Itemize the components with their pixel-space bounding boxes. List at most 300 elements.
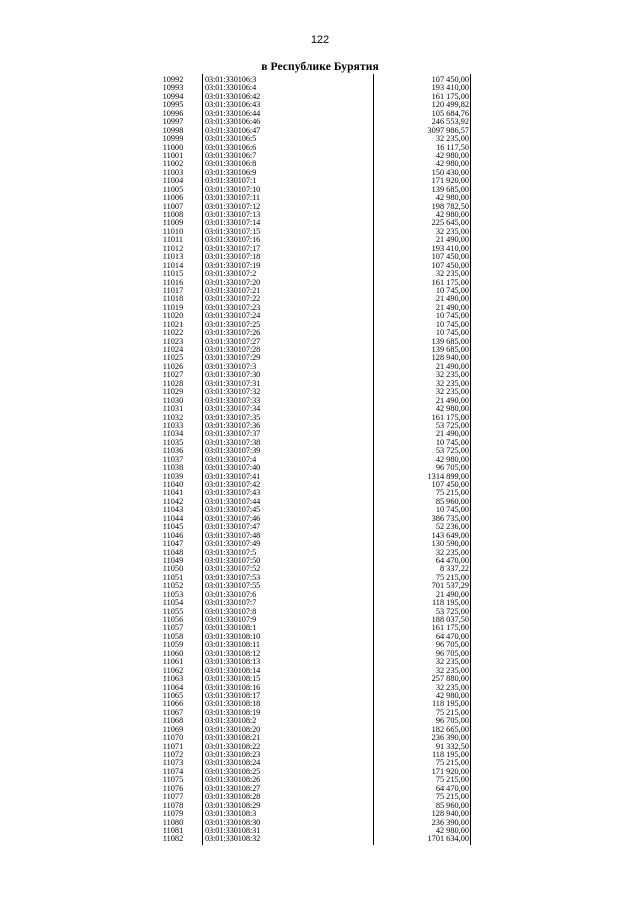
amount: 64 470,00 [435,631,469,641]
amount: 107 450,00 [431,480,469,489]
table-row [149,768,471,776]
cadastral-number: 03:01:330107:8 [205,606,257,616]
cadastral-number: 03:01:330106:5 [205,134,257,144]
table-row [149,591,471,599]
cadastral-number: 03:01:330108:3 [205,809,257,819]
amount: 53 725,00 [435,420,469,430]
row-number: 10995 [162,100,184,110]
amount: 91 332,50 [435,741,469,751]
amount: 246 553,92 [431,117,469,127]
cadastral-number: 03:01:330108:31 [205,825,261,835]
table-row [149,447,471,455]
amount: 10 745,00 [435,311,469,321]
row-number: 11001 [162,150,184,160]
row-number: 11014 [162,260,184,270]
amount: 75 215,00 [435,775,469,785]
amount: 107 450,00 [431,252,469,262]
amount: 32 235,00 [435,370,469,380]
cadastral-number: 03:01:330107:36 [205,420,261,430]
cadastral-number: 03:01:330108:24 [205,758,261,768]
table-row [149,101,471,109]
table-row [149,76,471,84]
cadastral-number: 03:01:330107:9 [205,615,257,624]
amount: 198 782,50 [431,201,469,211]
row-number: 11006 [162,193,184,203]
cadastral-table [149,74,471,845]
row-number: 11073 [162,758,184,768]
cadastral-number: 03:01:330107:50 [205,555,261,565]
table-row [149,380,471,388]
cadastral-number: 03:01:330107:16 [205,235,261,245]
cadastral-number: 03:01:330107:21 [205,285,261,295]
table-row [149,405,471,413]
row-number: 11060 [162,648,184,658]
amount: 32 235,00 [435,226,469,236]
amount: 75 215,00 [435,572,469,582]
row-number: 11010 [162,226,184,236]
cadastral-number: 03:01:330107:2 [205,269,257,279]
table-row [149,321,471,329]
row-number: 11008 [162,210,184,219]
row-number: 11036 [162,446,184,456]
amount: 96 705,00 [435,640,469,650]
cadastral-number: 03:01:330106:4 [205,83,257,93]
cadastral-number: 03:01:330108:30 [205,817,261,827]
row-number: 11012 [162,243,184,253]
amount: 10 745,00 [435,328,469,338]
cadastral-number: 03:01:330107:43 [205,488,261,498]
cadastral-number: 03:01:330106:3 [205,75,257,84]
cadastral-number: 03:01:330107:32 [205,387,261,397]
cadastral-number: 03:01:330106:47 [205,125,261,135]
row-number: 11019 [162,302,184,312]
table-body [149,76,471,844]
amount: 701 537,29 [431,581,469,591]
amount: 64 470,00 [435,783,469,793]
row-number: 11074 [162,766,184,776]
amount: 161 175,00 [431,412,469,422]
row-number: 11051 [162,572,184,582]
row-number: 11007 [162,201,184,211]
row-number: 11077 [162,792,184,802]
amount: 139 685,00 [431,184,469,194]
amount: 3097 986,57 [427,125,469,135]
cadastral-number: 03:01:330106:46 [205,117,261,127]
row-number: 11032 [162,412,184,422]
row-number: 11069 [162,724,184,734]
table-row [149,489,471,497]
cadastral-number: 03:01:330107:55 [205,581,261,591]
cadastral-number: 03:01:330107:49 [205,539,261,549]
amount: 42 980,00 [435,454,469,464]
table-row [149,338,471,346]
table-row [149,262,471,270]
amount: 21 490,00 [435,302,469,312]
row-number: 11070 [162,733,184,743]
row-number: 11057 [162,623,184,633]
amount: 188 037,50 [431,615,469,624]
amount: 118 195,00 [431,750,469,759]
table-row [149,700,471,708]
row-number: 11011 [162,235,184,245]
table-row [149,523,471,531]
table-row [149,819,471,827]
table-row [149,388,471,396]
cadastral-number: 03:01:330108:14 [205,665,261,675]
row-number: 10999 [162,134,184,144]
amount: 21 490,00 [435,235,469,245]
cadastral-number: 03:01:330107:37 [205,429,261,439]
row-number: 11042 [162,496,184,506]
row-number: 11078 [162,800,184,810]
table-row [149,624,471,632]
cadastral-number: 03:01:330107:12 [205,201,261,211]
table-row [149,236,471,244]
row-number: 11076 [162,783,184,793]
table-row [149,658,471,666]
row-number: 11020 [162,311,184,321]
row-number: 11045 [162,522,184,532]
amount: 128 940,00 [431,809,469,819]
table-row [149,751,471,759]
table-row [149,186,471,194]
amount: 32 235,00 [435,657,469,667]
cadastral-number: 03:01:330108:16 [205,682,261,692]
table-row [149,160,471,168]
row-number: 11002 [162,159,184,169]
amount: 10 745,00 [435,505,469,515]
table-row [149,802,471,810]
table-row [149,245,471,253]
row-number: 11053 [162,589,184,599]
row-number: 11080 [162,817,184,827]
cadastral-number: 03:01:330107:31 [205,378,261,388]
cadastral-number: 03:01:330106:43 [205,100,261,110]
amount: 193 410,00 [431,83,469,93]
row-number: 11081 [162,825,184,835]
table-row [149,734,471,742]
row-number: 11055 [162,606,184,616]
cadastral-number: 03:01:330108:21 [205,733,261,743]
amount: 105 684,76 [431,108,469,118]
amount: 42 980,00 [435,150,469,160]
cadastral-number: 03:01:330108:2 [205,716,257,726]
cadastral-number: 03:01:330108:25 [205,766,261,776]
row-number: 11063 [162,674,184,684]
table-row [149,329,471,337]
row-number: 11018 [162,294,184,304]
table-row [149,228,471,236]
cadastral-number: 03:01:330107:33 [205,395,261,405]
table-row [149,414,471,422]
amount: 182 665,00 [431,724,469,734]
row-number: 11068 [162,716,184,726]
amount: 96 705,00 [435,463,469,473]
cadastral-number: 03:01:330106:6 [205,142,257,152]
cadastral-number: 03:01:330107:1 [205,176,257,186]
region-title: в Республике Бурятия [261,61,379,73]
cadastral-number: 03:01:330107:14 [205,218,261,228]
table-row [149,540,471,548]
cadastral-number: 03:01:330107:42 [205,480,261,489]
table-row [149,667,471,675]
amount: 42 980,00 [435,825,469,835]
row-number: 11059 [162,640,184,650]
amount: 21 490,00 [435,294,469,304]
row-number: 11043 [162,505,184,515]
cadastral-number: 03:01:330108:1 [205,623,257,633]
amount: 21 490,00 [435,361,469,371]
table-row [149,557,471,565]
table-row [149,650,471,658]
amount: 52 236,00 [435,522,469,532]
table-row [149,312,471,320]
row-number: 11054 [162,598,184,608]
amount: 42 980,00 [435,193,469,203]
amount: 32 235,00 [435,547,469,557]
table-row [149,253,471,261]
row-number: 11044 [162,513,184,523]
table-row [149,194,471,202]
table-row [149,481,471,489]
table-row [149,287,471,295]
cadastral-number: 03:01:330108:27 [205,783,261,793]
row-number: 11015 [162,269,184,279]
row-number: 11031 [162,404,184,414]
row-number: 11041 [162,488,184,498]
table-row [149,110,471,118]
cadastral-number: 03:01:330107:53 [205,572,261,582]
table-row [149,616,471,624]
row-number: 11065 [162,690,184,700]
row-number: 11066 [162,699,184,709]
cadastral-number: 03:01:330108:28 [205,792,261,802]
cadastral-number: 03:01:330107:13 [205,210,261,219]
row-number: 11028 [162,378,184,388]
amount: 42 980,00 [435,210,469,219]
amount: 32 235,00 [435,269,469,279]
table-row [149,785,471,793]
row-number: 11040 [162,480,184,489]
row-number: 11050 [162,564,184,574]
table-row [149,135,471,143]
row-number: 11035 [162,437,184,447]
cadastral-number: 03:01:330106:7 [205,150,257,160]
amount: 128 940,00 [431,353,469,363]
amount: 64 470,00 [435,555,469,565]
amount: 32 235,00 [435,682,469,692]
row-number: 11000 [162,142,184,152]
cadastral-number: 03:01:330106:9 [205,167,257,177]
table-row [149,219,471,227]
cadastral-number: 03:01:330107:40 [205,463,261,473]
amount: 8 337,22 [439,564,469,574]
amount: 236 390,00 [431,817,469,827]
amount: 139 685,00 [431,345,469,354]
cadastral-number: 03:01:330107:29 [205,353,261,363]
row-number: 11052 [162,581,184,591]
row-number: 11047 [162,539,184,549]
amount: 42 980,00 [435,159,469,169]
cadastral-number: 03:01:330106:8 [205,159,257,169]
table-row [149,506,471,514]
row-number: 11005 [162,184,184,194]
row-number: 10993 [162,83,184,93]
amount: 10 745,00 [435,319,469,329]
cadastral-number: 03:01:330108:22 [205,741,261,751]
cadastral-number: 03:01:330107:27 [205,336,261,346]
table-row [149,371,471,379]
table-row [149,295,471,303]
table-row [149,827,471,835]
cadastral-number: 03:01:330107:48 [205,530,261,540]
row-number: 11027 [162,370,184,380]
table-row [149,793,471,801]
row-number: 11048 [162,547,184,557]
amount: 42 980,00 [435,404,469,414]
amount: 96 705,00 [435,716,469,726]
cadastral-number: 03:01:330108:15 [205,674,261,684]
row-number: 11067 [162,707,184,717]
table-row [149,776,471,784]
table-row [149,439,471,447]
row-number: 10994 [162,91,184,101]
cadastral-number: 03:01:330108:26 [205,775,261,785]
cadastral-number: 03:01:330107:10 [205,184,261,194]
cadastral-number: 03:01:330108:29 [205,800,261,810]
row-number: 11021 [162,319,184,329]
row-number: 11024 [162,345,184,354]
row-number: 11030 [162,395,184,405]
cadastral-number: 03:01:330107:45 [205,505,261,515]
amount: 107 450,00 [431,75,469,84]
row-number: 11029 [162,387,184,397]
cadastral-number: 03:01:330107:18 [205,252,261,262]
cadastral-number: 03:01:330107:25 [205,319,261,329]
table-row [149,515,471,523]
cadastral-number: 03:01:330107:7 [205,598,257,608]
row-number: 11004 [162,176,184,186]
amount: 236 390,00 [431,733,469,743]
amount: 120 499,82 [431,100,469,110]
amount: 21 490,00 [435,395,469,405]
table-row [149,692,471,700]
table-row [149,684,471,692]
amount: 16 117,50 [436,142,469,152]
table-row [149,641,471,649]
cadastral-number: 03:01:330107:24 [205,311,261,321]
amount: 75 215,00 [435,488,469,498]
amount: 75 215,00 [435,792,469,802]
table-row [149,169,471,177]
amount: 386 735,00 [431,513,469,523]
amount: 130 590,00 [431,539,469,549]
table-row [149,473,471,481]
row-number: 11062 [162,665,184,675]
table-row [149,599,471,607]
table-row [149,464,471,472]
row-number: 11071 [162,741,184,751]
table-row [149,211,471,219]
cadastral-number: 03:01:330108:23 [205,750,261,759]
amount: 75 215,00 [435,707,469,717]
row-number: 11058 [162,631,184,641]
amount: 161 175,00 [431,623,469,633]
row-number: 11013 [162,252,184,262]
cadastral-number: 03:01:330107:4 [205,454,257,464]
amount: 171 920,00 [431,766,469,776]
table-row [149,582,471,590]
row-number: 11061 [162,657,184,667]
table-row [149,759,471,767]
table-row [149,422,471,430]
row-number: 11072 [162,750,184,759]
table-row [149,152,471,160]
row-number: 10998 [162,125,184,135]
table-row [149,127,471,135]
cadastral-number: 03:01:330107:34 [205,404,261,414]
amount: 75 215,00 [435,758,469,768]
table-row [149,144,471,152]
table-row [149,565,471,573]
table-row [149,456,471,464]
cadastral-number: 03:01:330107:3 [205,361,257,371]
cadastral-number: 03:01:330107:35 [205,412,261,422]
row-number: 11016 [162,277,184,287]
cadastral-number: 03:01:330107:23 [205,302,261,312]
table-row [149,709,471,717]
amount: 161 175,00 [431,277,469,287]
amount: 10 745,00 [435,285,469,295]
cadastral-number: 03:01:330108:17 [205,690,261,700]
table-row [149,835,471,843]
table-row [149,532,471,540]
row-number: 11026 [162,361,184,371]
table-row [149,270,471,278]
table-row [149,430,471,438]
row-number: 11064 [162,682,184,692]
amount: 139 685,00 [431,336,469,346]
cadastral-number: 03:01:330107:26 [205,328,261,338]
amount: 96 705,00 [435,648,469,658]
page-number: 122 [310,34,330,46]
row-number: 11034 [162,429,184,439]
row-number: 11009 [162,218,184,228]
cadastral-number: 03:01:330108:12 [205,648,261,658]
amount: 107 450,00 [431,260,469,270]
cadastral-number: 03:01:330107:39 [205,446,261,456]
amount: 85 960,00 [435,496,469,506]
table-row [149,397,471,405]
table-row [149,498,471,506]
cadastral-number: 03:01:330107:28 [205,345,261,354]
cadastral-number: 03:01:330107:5 [205,547,257,557]
cadastral-number: 03:01:330107:47 [205,522,261,532]
table-row [149,743,471,751]
amount: 32 235,00 [435,134,469,144]
amount: 32 235,00 [435,378,469,388]
cadastral-number: 03:01:330107:17 [205,243,261,253]
row-number: 11056 [162,615,184,624]
table-row [149,84,471,92]
row-number: 11046 [162,530,184,540]
table-row [149,574,471,582]
cadastral-number: 03:01:330108:11 [205,640,260,650]
cadastral-number: 03:01:330108:13 [205,657,261,667]
table-row [149,363,471,371]
amount: 32 235,00 [435,387,469,397]
cadastral-number: 03:01:330107:44 [205,496,261,506]
